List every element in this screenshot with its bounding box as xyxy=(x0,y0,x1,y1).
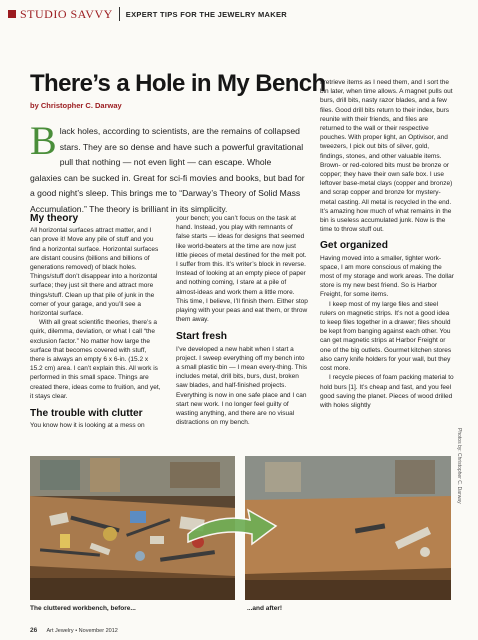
paragraph: I’ve developed a new habit when I start a project. I sweep everything off my bench into a small plastic bin — I mean every-thing. This includes metal, drill bits, burs, dust, broken saw blades, and half-finished projects. Everything is now in one safe place and I can start new work. I no longer feel guilty of wasting anything, and there are no visual distractions on my bench. xyxy=(176,345,308,427)
caption-before: The cluttered workbench, before... xyxy=(30,605,136,612)
section-tagline: EXPERT TIPS FOR THE JEWELRY MAKER xyxy=(125,9,287,19)
paragraph: Having moved into a smaller, tighter work-space, I am more conscious of making the most of my storage and work areas. The dollar store is my new best friend. So is Harbor Freight, for some items. xyxy=(320,254,454,299)
paragraph: All horizontal surfaces attract matter, and I can prove it! Move any pile of stuff and you find a horizontal surface. Horizontal surfaces are distant cousins (billions and billions of generations removed) of black holes. Things/stuff don’t disappear into a horizontal surface; they just sit there and attract more things/stuff. Clean up that pile of junk in the corner of your garage, and you’ll see a horizontal surface. xyxy=(30,227,159,318)
paragraph: You know how it is looking at a mess on xyxy=(30,422,145,430)
paragraph: I recycle pieces of foam packing material to hold burs [1]. It’s cheap and fast, and you feel good saving the planet. Pieces of wood drilled with holes slightly xyxy=(320,374,454,409)
intro-paragraph xyxy=(30,118,305,217)
drop-cap: B xyxy=(30,118,57,163)
article-title: There’s a Hole in My Bench xyxy=(30,70,326,97)
article-byline: by Christopher C. Darway xyxy=(30,101,122,110)
paragraph: I retrieve items as I need them, and I sort the bin later, when time allows. A magnet pulls out burs, drill bits, nasty razor blades, and a few files. Good drill bits return to their index, burs reunite with their friends, and files are returned to the wall or their respective pouches. With proper light, an Optivisor, and tweezers, I pick out bits of silver, gold, findings, stones, and other valuable items. Brown- or red-colored bits must be bronze or copper; they have their own safe box. I use leftover base-metal clays (copper and bronze) and scrap copper and bronze for mystery-metal casting. All metal is recycled in the end. It’s amazing how much of what remains in the bin is useless accumulated junk. Now is the time to throw stuff out. xyxy=(320,79,453,234)
arrow-shape xyxy=(188,510,276,544)
photo-credit: Photos by: Christopher C. Darway xyxy=(456,428,462,504)
footer-separator: • xyxy=(75,628,78,634)
header-divider xyxy=(119,7,120,21)
paragraph: I keep most of my large files and steel rulers on magnetic strips. It’s not a good idea to keep files together in a drawer; files should be kept from banging against each other. You can get magnetic strips at Harbor Freight or one of the big outlets. Gourmet kitchen stores also carry knife holders for your wall, but they cost more. xyxy=(320,300,452,373)
paragraph: With all great scientific theories, there’s a quirk, dilemma, deviation, or what I call “the exclusion factor.” No matter how large the surface that becomes covered with stuff, there is always an empty 6 x 6-in. (15.2 x 15.2 cm) area. I can’t explain this. All work is performed in this small space. Things are created there, ideas come to fruition, and yet, it stays clear. xyxy=(30,319,161,400)
text-column-2 xyxy=(176,214,308,427)
page-footer xyxy=(30,627,118,634)
subhead-start-fresh: Start fresh xyxy=(176,331,227,343)
subhead-get-organized: Get organized xyxy=(320,240,388,252)
paragraph: your bench; you can’t focus on the task at hand. Instead, you play with remnants of false starts — ideas for designs that seemed like world-beaters at the time are now just little pieces of metal destined for the melt pot. I suffer from this. It’s writer’s block in reverse. Instead of looking at an empty piece of paper and nothing coming, I stare at a pile of almost-ideas and work them a little more. This time, I believe, I’ll finish them. Either stop playing with your peas and eat them, or throw them away. xyxy=(176,215,308,324)
before-after-arrow-icon xyxy=(186,508,278,550)
caption-after: ...and after! xyxy=(247,605,283,612)
section-header xyxy=(8,6,287,22)
publication-name: Art Jewelry xyxy=(46,628,74,634)
page-number: 26 xyxy=(30,627,38,634)
intro-text: lack holes, according to scientists, are the remains of collapsed stars. They are so dense and have such a powerful gravitational pull that nothing — not even light — can escape. Whole galaxies can be sucked in. Great for sci-fi movies and books, but bad for a good night’s sleep. This brings me to “Darway’s Theory of Solid Mass Accumulation.” The theory is brilliant in its simplicity. xyxy=(30,126,305,214)
section-name: STUDIO SAVVY xyxy=(20,6,113,21)
text-column-1 xyxy=(30,214,162,430)
section-marker-square xyxy=(8,10,16,18)
article-intro xyxy=(30,118,305,217)
subhead-trouble-with-clutter: The trouble with clutter xyxy=(30,408,143,420)
issue-date: November 2012 xyxy=(78,628,118,634)
subhead-my-theory: My theory xyxy=(30,213,79,224)
text-column-3 xyxy=(320,78,454,410)
